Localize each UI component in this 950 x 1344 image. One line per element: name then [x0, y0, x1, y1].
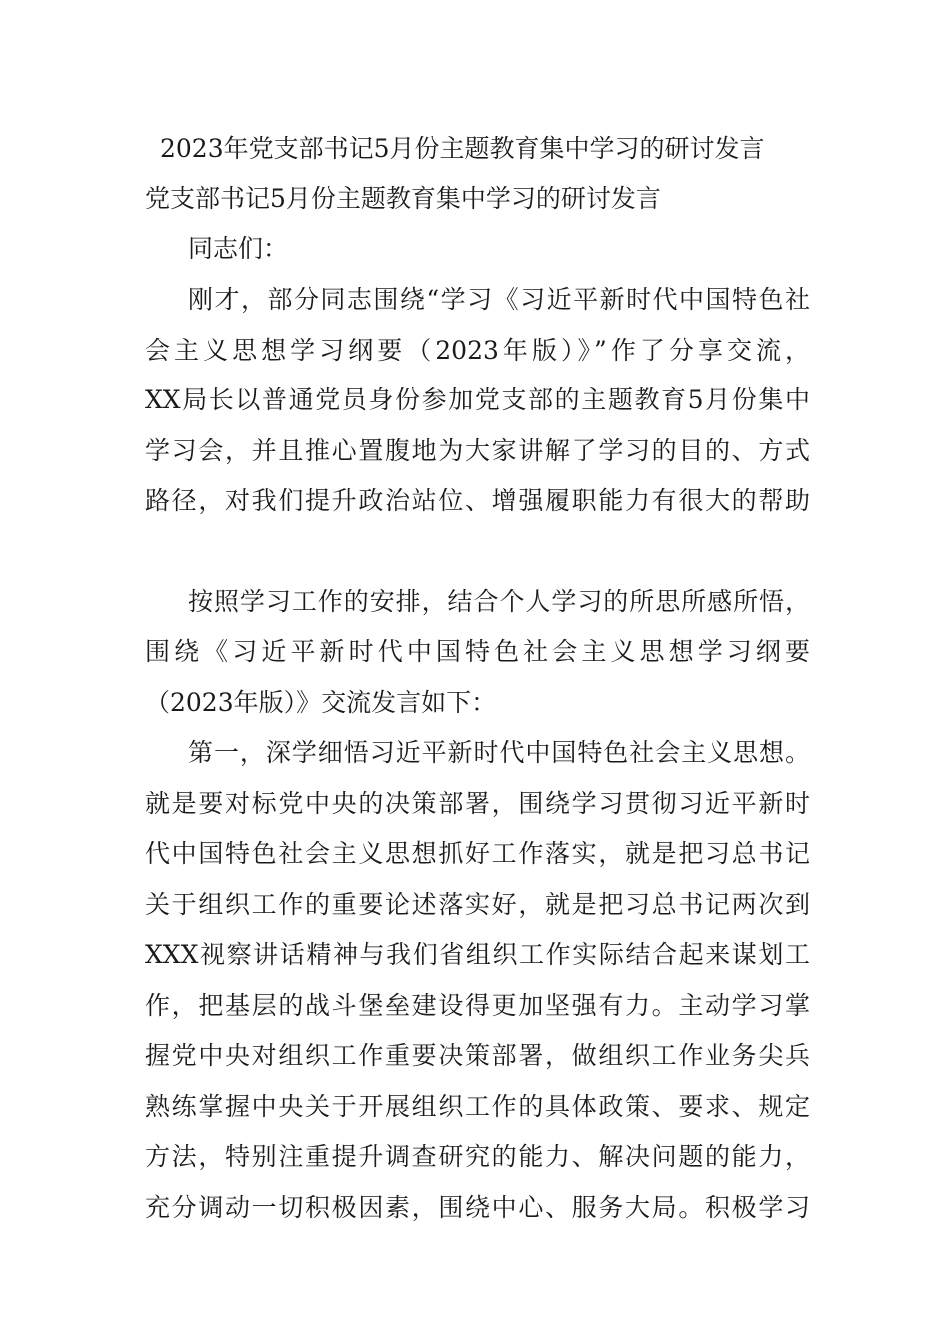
- paragraph-2-line: 围绕《习近平新时代中国特色社会主义思想学习纲要: [145, 637, 810, 666]
- paragraph-3-line: XXX视察讲话精神与我们省组织工作实际结合起来谋划工: [145, 940, 810, 969]
- paragraph-3-line: 代中国特色社会主义思想抓好工作落实，就是把习总书记: [145, 839, 810, 868]
- paragraph-2-line: 按照学习工作的安排，结合个人学习的所思所感所悟，: [188, 587, 810, 616]
- paragraph-3-line: 方法，特别注重提升调查研究的能力、解决问题的能力，: [145, 1142, 810, 1171]
- paragraph-1-line: 路径，对我们提升政治站位、增强履职能力有很大的帮助: [145, 486, 810, 515]
- paragraph-3-line: 就是要对标党中央的决策部署，围绕学习贯彻习近平新时: [145, 789, 810, 818]
- paragraph-1-line: 会主义思想学习纲要（2023年版）》”作了分享交流，: [145, 336, 810, 365]
- paragraph-3-line: 第一，深学细悟习近平新时代中国特色社会主义思想。: [188, 738, 810, 767]
- paragraph-3-line: 作，把基层的战斗堡垒建设得更加坚强有力。主动学习掌: [145, 991, 810, 1020]
- salutation: 同志们：: [188, 234, 289, 263]
- paragraph-1-line: XX局长以普通党员身份参加党支部的主题教育5月份集中: [145, 385, 810, 414]
- document-subtitle: 党支部书记5月份主题教育集中学习的研讨发言: [145, 184, 661, 213]
- paragraph-3-line: 握党中央对组织工作重要决策部署，做组织工作业务尖兵: [145, 1041, 810, 1070]
- paragraph-1-line: 刚才，部分同志围绕“学习《习近平新时代中国特色社: [188, 285, 810, 314]
- paragraph-3-line: 关于组织工作的重要论述落实好，就是把习总书记两次到: [145, 890, 810, 919]
- document-title: 2023年党支部书记5月份主题教育集中学习的研讨发言: [160, 134, 765, 163]
- paragraph-3-line: 充分调动一切积极因素，围绕中心、服务大局。积极学习: [145, 1193, 810, 1222]
- paragraph-3-line: 熟练掌握中央关于开展组织工作的具体政策、要求、规定: [145, 1092, 810, 1121]
- paragraph-2-line: （2023年版）》交流发言如下：: [145, 688, 497, 717]
- paragraph-1-line: 学习会，并且推心置腹地为大家讲解了学习的目的、方式: [145, 436, 810, 465]
